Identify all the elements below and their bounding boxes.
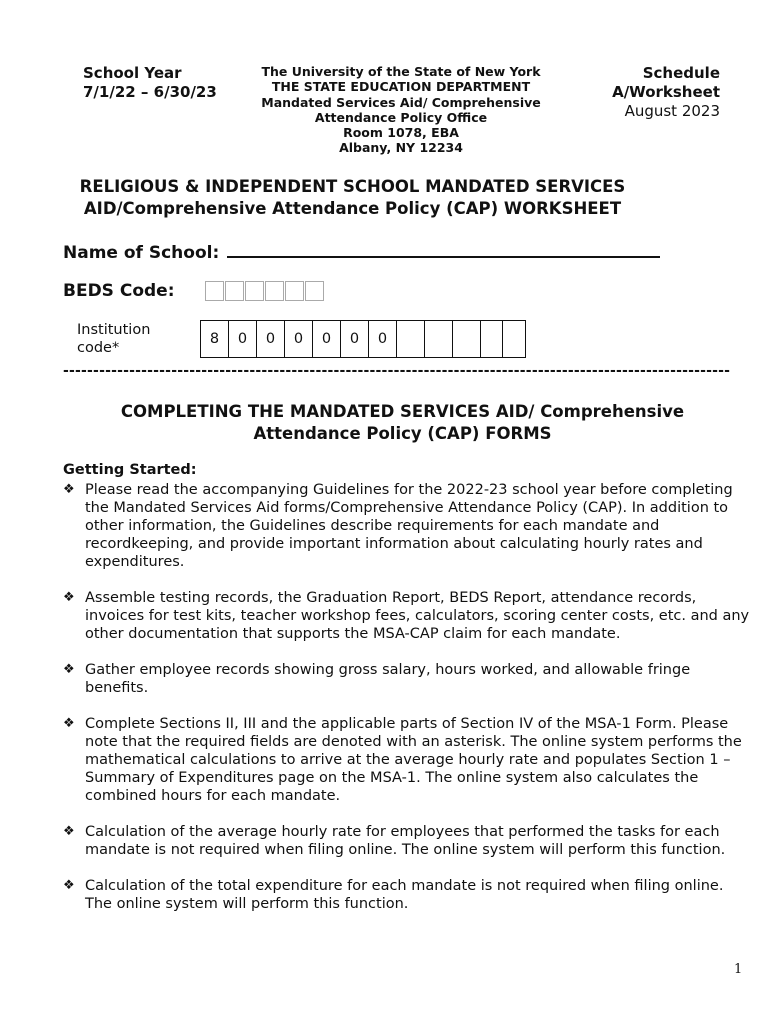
list-item <box>63 715 753 805</box>
list-item-text: Assemble testing records, the Graduation Report, BEDS Report, attendance records, invoices for test kits, teacher workshop fees, calculators, scoring center costs, etc. and any other documentation that supports the MSA-CAP claim for each mandate. <box>85 590 750 642</box>
institution-code-cell[interactable]: 0 <box>229 321 257 357</box>
name-of-school-field[interactable] <box>227 238 660 258</box>
beds-code-box[interactable] <box>245 281 264 301</box>
beds-code-box[interactable] <box>205 281 224 301</box>
agency-line: Room 1078, EBA <box>343 125 459 141</box>
section-title-line-2: Attendance Policy (CAP) FORMS <box>253 423 552 443</box>
diamond-bullet-icon: ❖ <box>63 662 75 677</box>
list-item <box>63 589 753 643</box>
schedule-block <box>560 64 720 121</box>
institution-code-cell[interactable]: 0 <box>369 321 397 357</box>
document-title <box>60 176 645 219</box>
agency-line: Albany, NY 12234 <box>339 140 463 156</box>
agency-line: The University of the State of New York <box>261 64 541 79</box>
dashed-separator: --------------------------------------------------------------------------------------------------------------- <box>63 363 731 379</box>
instructions-list <box>63 481 753 913</box>
list-item <box>63 481 753 571</box>
list-item <box>63 877 753 913</box>
institution-code-cell[interactable] <box>503 321 525 357</box>
worksheet-label: A/Worksheet <box>612 83 720 101</box>
list-item-text: Please read the accompanying Guidelines for the 2022-23 school year before completing the Mandated Services Aid forms/Comprehensive Attendance Policy (CAP). In addition to other information, the Guidelines describe requirements for each mandate and recordkeeping, and provide important information about calculating hourly rates and expenditures. <box>85 482 733 570</box>
institution-label-line: Institution <box>77 322 151 338</box>
list-item <box>63 661 753 697</box>
beds-code-field[interactable] <box>205 281 325 301</box>
title-line-2: AID/Comprehensive Attendance Policy (CAP) WORKSHEET <box>83 198 622 218</box>
institution-code-cell[interactable]: 0 <box>285 321 313 357</box>
school-year-label: School Year <box>83 64 182 82</box>
diamond-bullet-icon: ❖ <box>63 716 75 731</box>
list-item <box>63 823 753 859</box>
getting-started-heading: Getting Started: <box>63 462 197 478</box>
institution-code-field[interactable] <box>200 320 526 358</box>
beds-code-box[interactable] <box>285 281 304 301</box>
diamond-bullet-icon: ❖ <box>63 590 75 605</box>
institution-code-cell[interactable]: 0 <box>313 321 341 357</box>
institution-label-line: code* <box>77 340 120 356</box>
schedule-label: Schedule <box>642 64 720 82</box>
list-item-text: Gather employee records showing gross salary, hours worked, and allowable fringe benefits. <box>85 662 691 696</box>
diamond-bullet-icon: ❖ <box>63 482 75 497</box>
section-title <box>80 401 725 444</box>
name-of-school-row <box>63 238 660 263</box>
beds-code-box[interactable] <box>305 281 324 301</box>
diamond-bullet-icon: ❖ <box>63 878 75 893</box>
list-item-text: Calculation of the average hourly rate for employees that performed the tasks for each mandate is not required when filing online. The online system will perform this function. <box>85 824 726 858</box>
school-year-block <box>83 64 217 102</box>
list-item-text: Complete Sections II, III and the applicable parts of Section IV of the MSA-1 Form. Please note that the required fields are denoted with an asterisk. The online system performs the mathematical calculations to arrive at the average hourly rate and populates Section 1 – Summary of Expenditures page on the MSA-1. The online system also calculates the combined hours for each mandate. <box>85 716 742 804</box>
beds-code-box[interactable] <box>265 281 284 301</box>
list-item-text: Calculation of the total expenditure for each mandate is not required when filing online. The online system will perform this function. <box>85 878 724 912</box>
agency-line: THE STATE EDUCATION DEPARTMENT <box>271 79 531 95</box>
agency-address-block <box>246 64 556 156</box>
institution-code-cell[interactable] <box>481 321 503 357</box>
page-number: 1 <box>734 962 743 977</box>
institution-code-cell[interactable]: 0 <box>257 321 285 357</box>
agency-line: Mandated Services Aid/ Comprehensive <box>261 94 541 110</box>
school-year-range: 7/1/22 – 6/30/23 <box>83 83 217 101</box>
institution-code-cell[interactable]: 0 <box>341 321 369 357</box>
institution-code-cell[interactable]: 8 <box>201 321 229 357</box>
beds-code-box[interactable] <box>225 281 244 301</box>
section-title-line-1: COMPLETING THE MANDATED SERVICES AID/ Comprehensive <box>120 402 685 421</box>
name-of-school-label: Name of School: <box>63 243 220 263</box>
beds-code-label: BEDS Code: <box>63 281 175 301</box>
agency-line: Attendance Policy Office <box>314 109 488 125</box>
document-date: August 2023 <box>624 102 720 120</box>
institution-code-cell[interactable] <box>397 321 425 357</box>
institution-code-label <box>77 321 150 357</box>
diamond-bullet-icon: ❖ <box>63 824 75 839</box>
title-line-1: RELIGIOUS & INDEPENDENT SCHOOL MANDATED SERVICES <box>79 177 626 196</box>
institution-code-cell[interactable] <box>425 321 453 357</box>
institution-code-cell[interactable] <box>453 321 481 357</box>
